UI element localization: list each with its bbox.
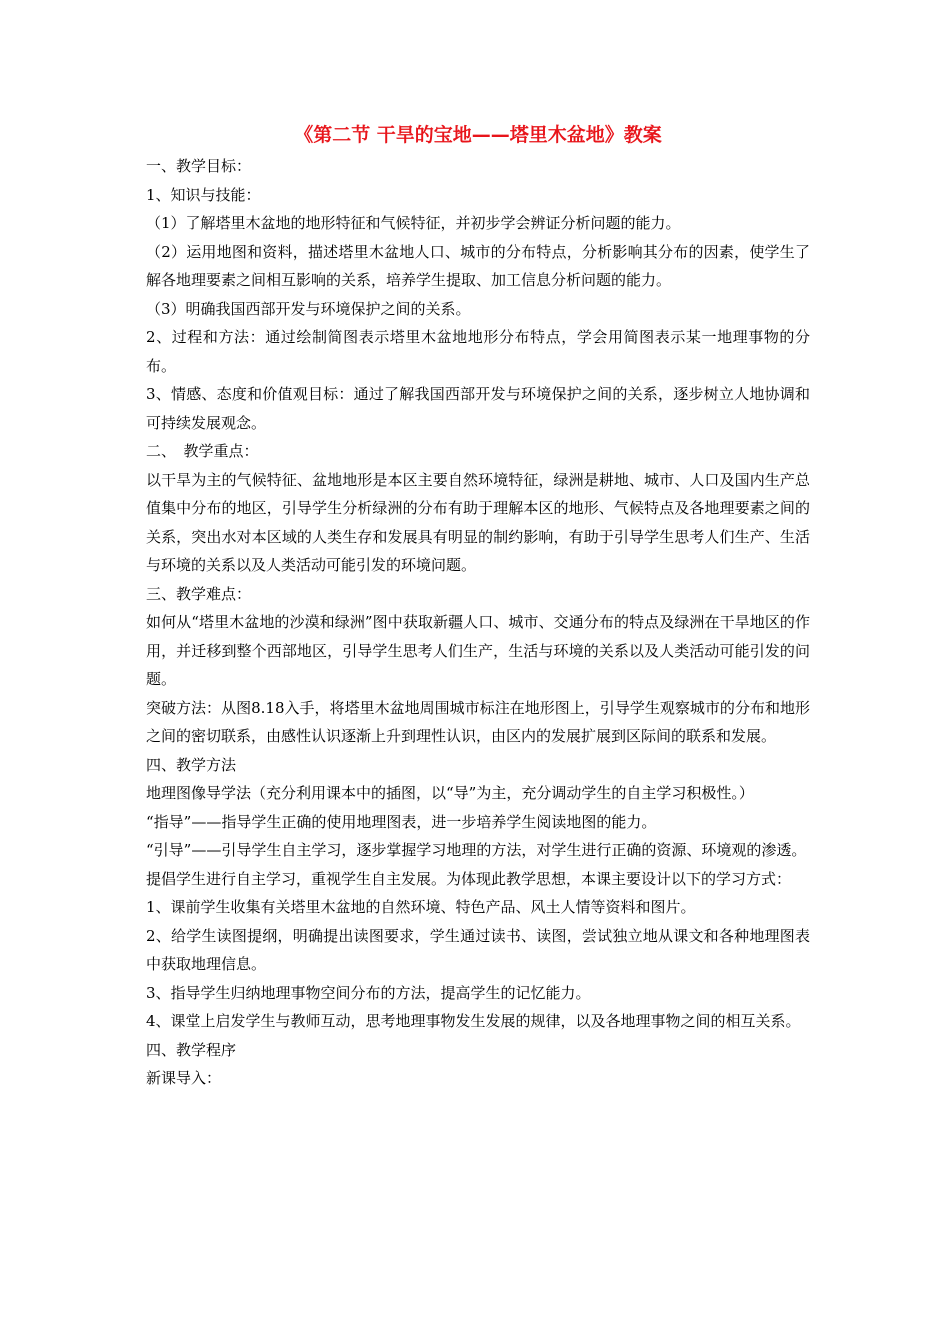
heading-teaching-goals: 一、教学目标： (146, 157, 252, 175)
learning-mode-2: 2、给学生读图提纲，明确提出读图要求，学生通过读书、读图，尝试独立地从课文和各种地理图表中获取地理信息。 (146, 926, 810, 973)
emotion-values: 3、情感、态度和价值观目标：通过了解我国西部开发与环境保护之间的关系，逐步树立人地协调和可持续发展观念。 (146, 385, 810, 432)
goal-item-1: （1）了解塔里木盆地的地形特征和气候特征，并初步学会辨证分析问题的能力。 (146, 214, 681, 232)
method-leading: “引导”——引导学生自主学习，逐步掌握学习地理的方法，对学生进行正确的资源、环境观的渗透。 (146, 841, 807, 859)
process-methods: 2、过程和方法：通过绘制简图表示塔里木盆地地形分布特点，学会用简图表示某一地理事物的分布。 (146, 328, 810, 375)
learning-mode-1: 1、课前学生收集有关塔里木盆地的自然环境、特色产品、风土人情等资料和图片。 (146, 898, 696, 916)
heading-teaching-procedure: 四、教学程序 (146, 1040, 237, 1059)
goal-item-2: （2）运用地图和资料，描述塔里木盆地人口、城市的分布特点，分析影响其分布的因素，使学生了解各地理要素之间相互影响的关系，培养学生提取、加工信息分析问题的能力。 (146, 242, 810, 289)
heading-difficulties: 三、教学难点： (146, 584, 252, 603)
method-guidance: “指导”——指导学生正确的使用地理图表，进一步培养学生阅读地图的能力。 (146, 812, 657, 831)
new-lesson-intro: 新课导入： (146, 1069, 222, 1087)
learning-mode-3: 3、指导学生归纳地理事物空间分布的方法，提高学生的记忆能力。 (146, 983, 591, 1002)
heading-teaching-methods: 四、教学方法 (146, 755, 237, 774)
difficulties-text: 如何从“塔里木盆地的沙漠和绿洲”图中获取新疆人口、城市、交通分布的特点及绿洲在干旱地区的作用，并迁移到整个西部地区，引导学生思考人们生产，生活与环境的关系以及人类活动可能引发的问题。 (146, 613, 810, 688)
method-image-guided: 地理图像导学法（充分利用课本中的插图，以“导”为主，充分调动学生的自主学习积极性。） (146, 784, 754, 802)
breakthrough-method: 突破方法：从图8.18入手，将塔里木盆地周围城市标注在地形图上，引导学生观察城市的分布和地形之间的密切联系，由感性认识逐渐上升到理性认识，由区内的发展扩展到区际间的联系和发展。 (146, 698, 810, 745)
subheading-knowledge-skills: 1、知识与技能： (146, 185, 261, 204)
heading-key-points: 二、 教学重点： (146, 442, 259, 460)
key-points-text: 以干旱为主的气候特征、盆地地形是本区主要自然环境特征，绿洲是耕地、城市、人口及国内生产总值集中分布的地区，引导学生分析绿洲的分布有助于理解本区的地形、气候特点及各地理要素之间的关系，突出水对本区域的人类生存和发展具有明显的制约影响，有助于引导学生思考人们生产、生活与环境的关系以及人类活动可能引发的环境问题。 (146, 470, 810, 574)
learning-mode-4: 4、课堂上启发学生与教师互动，思考地理事物发生发展的规律，以及各地理事物之间的相互关系。 (146, 1012, 801, 1030)
document-title: 《第二节 干旱的宝地——塔里木盆地》教案 (294, 124, 662, 146)
self-study-intro: 提倡学生进行自主学习，重视学生自主发展。为体现此教学思想，本课主要设计以下的学习方式： (146, 869, 792, 888)
document-body (146, 122, 810, 1093)
goal-item-3: （3）明确我国西部开发与环境保护之间的关系。 (146, 299, 471, 318)
